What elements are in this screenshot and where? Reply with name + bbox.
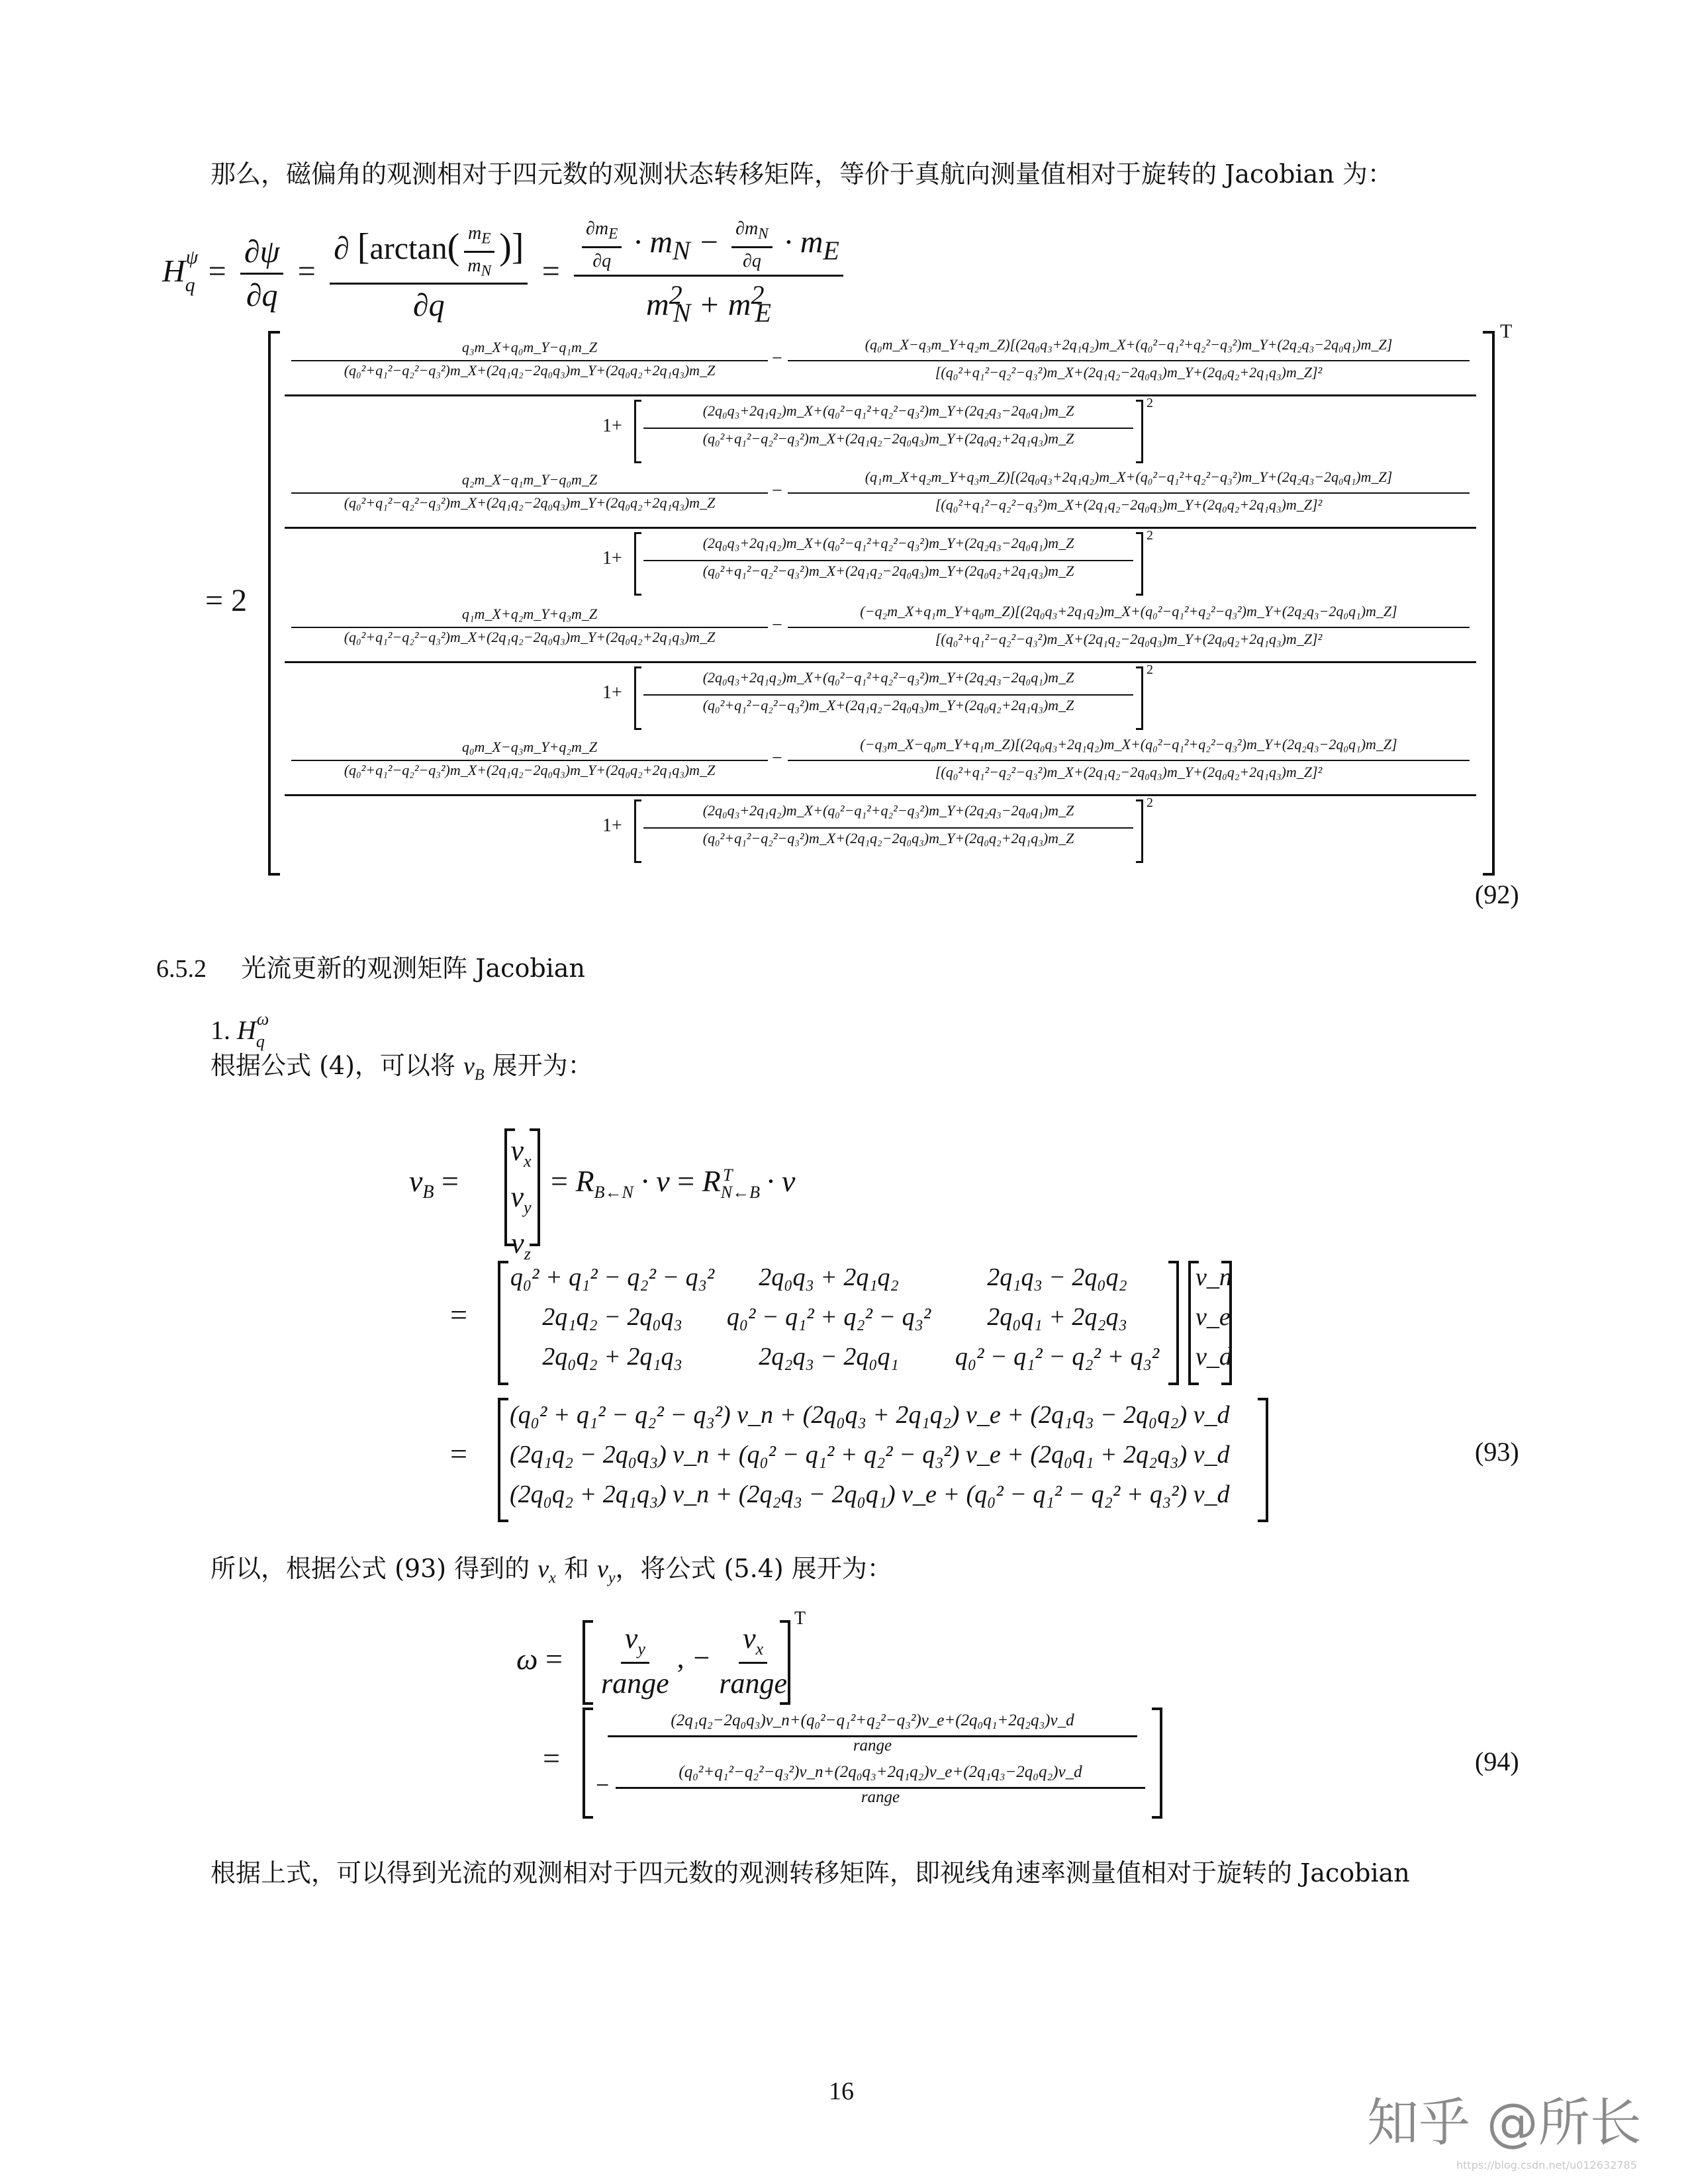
- eq92-row-den-den: (q₀²+q₁²−q₂²−q₃²)m_X+(2q₁q₂−2q₀q₃)m_Y+(2q₀q₂+2q₁q₃)m_Z: [702, 563, 1074, 579]
- zhihu-watermark: 知乎 @所长: [1367, 2093, 1642, 2153]
- eq92-row-den-b: [(q₀²+q₁²−q₂²−q₃²)m_X+(2q₁q₂−2q₀q₃)m_Y+(2q₀q₂+2q₁q₃)m_Z]²: [935, 764, 1323, 780]
- eq92-row-den-square: 2: [1147, 528, 1153, 543]
- eq92-row-den-den: (q₀²+q₁²−q₂²−q₃²)m_X+(2q₁q₂−2q₀q₃)m_Y+(2q₀q₂+2q₁q₃)m_Z: [702, 430, 1074, 447]
- eq92-row-fracline-a: [291, 492, 768, 494]
- eq92-row-den-square: 2: [1147, 662, 1153, 677]
- eq94-vector: $\frac{v_y}{\text{range}}$ , − $\frac{v_x}{\text{range}}$: [601, 1622, 788, 1700]
- eq92-row-fracline-b: [788, 627, 1470, 628]
- eq92-row-den-fracline: [643, 827, 1133, 829]
- eq92-row-den-rbr: [1136, 799, 1143, 863]
- eq92-lhs: Hqψ = $\frac{\partial\psi}{\partial q}$ = ∂ [arctan( $\frac{m_E}{m_N}$ )] ∂q = $\frac{\partial m_E}{\partial q}$ · $m_N$ − $\frac{\partial m_N}{\partial q}$ · $m_E$ $m^2_N + m^2_E$: [162, 218, 847, 328]
- eq93-rotation: = $R_{B\leftarrow N} \cdot v = R_{N\leftarrow B}^T \cdot v$: [551, 1164, 796, 1203]
- eq92-row-den-num: (2q₀q₃+2q₁q₂)m_X+(q₀²−q₁²+q₂²−q₃²)m_Y+(2q₂q₃−2q₀q₁)m_Z: [702, 402, 1074, 419]
- eq94-top-lbr: [583, 1620, 593, 1705]
- eq92-row-num-b: (q₁m_X+q₂m_Y+q₃m_Z)[(2q₀q₃+2q₁q₂)m_X+(q₀²−q₁²+q₂²−q₃²)m_Y+(2q₂q₃−2q₀q₁)m_Z]: [865, 469, 1393, 485]
- section-number: 6.5.2: [156, 955, 207, 983]
- item1-label: 1. Hqω: [211, 1009, 269, 1051]
- eq92-row-num-b: (−q₃m_X−q₀m_Y+q₁m_Z)[(2q₀q₃+2q₁q₂)m_X+(q₀²−q₁²+q₂²−q₃²)m_Y+(2q₂q₃−2q₀q₁)m_Z]: [860, 736, 1397, 752]
- eq92-right-bracket: [1483, 331, 1495, 876]
- eq92-row-num-b: (q₀m_X−q₃m_Y+q₂m_Z)[(2q₀q₃+2q₁q₂)m_X+(q₀²−q₁²+q₂²−q₃²)m_Y+(2q₂q₃−2q₀q₁)m_Z]: [865, 336, 1393, 353]
- eq92-prefix: = 2: [205, 583, 248, 618]
- eq94-transpose: T: [794, 1608, 806, 1629]
- eq94-row1-den: range: [853, 1737, 892, 1754]
- eq93-exp-rbr: [1258, 1398, 1268, 1522]
- eq92-row-main-fracline: [285, 794, 1476, 796]
- eq92-row-den-a: (q₀²+q₁²−q₂²−q₃²)m_X+(2q₁q₂−2q₀q₃)m_Y+(2q₀q₂+2q₁q₃)m_Z: [344, 762, 716, 778]
- eq93-matrix-cell: 2q₀q₁ + 2q₂q₃: [987, 1303, 1127, 1331]
- eq94-lbr: [583, 1707, 593, 1819]
- eq92-row-den-prefix: 1+: [602, 416, 622, 436]
- eq92-row-den-fracline: [643, 428, 1133, 429]
- intro-paragraph: 那么，磁偏角的观测相对于四元数的观测状态转移矩阵，等价于真航向测量值相对于旋转的 Jacobian 为：: [211, 159, 1393, 189]
- eq92-row-den-prefix: 1+: [602, 548, 622, 569]
- eq92-row-den-fracline: [643, 694, 1133, 696]
- eq92-row-fracline-b: [788, 492, 1470, 494]
- eq92-row-den-lbr: [634, 400, 641, 463]
- url-watermark: https://blog.csdn.net/u012632785: [1456, 2159, 1637, 2171]
- eq93-vector-cell: v_n: [1196, 1263, 1232, 1291]
- eq93-matrix-cell: q₀² + q₁² − q₂² − q₃²: [510, 1263, 715, 1291]
- eq93-eq2: =: [450, 1298, 467, 1332]
- eq93-vector-cell: v_e: [1196, 1303, 1231, 1331]
- eq92-row-den-num: (2q₀q₃+2q₁q₂)m_X+(q₀²−q₁²+q₂²−q₃²)m_Y+(2q₂q₃−2q₀q₁)m_Z: [702, 802, 1074, 819]
- eq93-eq3: =: [450, 1437, 467, 1471]
- eq92-row-fracline-a: [291, 627, 768, 628]
- eq92-row-minus: −: [772, 615, 782, 635]
- eq92-row-den-den: (q₀²+q₁²−q₂²−q₃²)m_X+(2q₁q₂−2q₀q₃)m_Y+(2q₀q₂+2q₁q₃)m_Z: [702, 697, 1074, 713]
- eq94-row2-den: range: [861, 1788, 900, 1806]
- eq92-row-num-a: q₀m_X−q₃m_Y+q₂m_Z: [461, 739, 598, 755]
- eq93-matrix-cell: q₀² − q₁² + q₂² − q₃²: [726, 1303, 931, 1331]
- eq93-number: (93): [1475, 1437, 1519, 1467]
- eq92-row-num-b: (−q₂m_X+q₁m_Y+q₀m_Z)[(2q₀q₃+2q₁q₂)m_X+(q₀²−q₁²+q₂²−q₃²)m_Y+(2q₂q₃−2q₀q₁)m_Z]: [860, 603, 1397, 619]
- last-paragraph: 根据上式，可以得到光流的观测相对于四元数的观测转移矩阵，即视线角速率测量值相对于旋转的 Jacobian: [211, 1858, 1410, 1888]
- eq93-exp-lbr: [498, 1398, 508, 1522]
- eq94-row2-minus: −: [596, 1772, 610, 1798]
- eq92-row-num-a: q₂m_X−q₁m_Y−q₀m_Z: [461, 471, 598, 488]
- eq92-row-den-num: (2q₀q₃+2q₁q₂)m_X+(q₀²−q₁²+q₂²−q₃²)m_Y+(2q₂q₃−2q₀q₁)m_Z: [702, 669, 1074, 686]
- eq92-row-fracline-b: [788, 760, 1470, 761]
- eq92-left-bracket: [268, 331, 280, 876]
- eq94-eq2: =: [543, 1741, 560, 1775]
- eq92-row-den-a: (q₀²+q₁²−q₂²−q₃²)m_X+(2q₁q₂−2q₀q₃)m_Y+(2q₀q₂+2q₁q₃)m_Z: [344, 362, 716, 379]
- eq92-row-fracline-b: [788, 360, 1470, 361]
- eq93-matrix-cell: 2q₂q₃ − 2q₀q₁: [759, 1343, 899, 1371]
- eq92-transpose: T: [1500, 320, 1513, 342]
- eq92-number: (92): [1475, 880, 1519, 909]
- eq92-row-den-square: 2: [1147, 396, 1153, 410]
- eq92-row-num-a: q₃m_X+q₀m_Y−q₁m_Z: [461, 339, 598, 355]
- eq92-row-den-b: [(q₀²+q₁²−q₂²−q₃²)m_X+(2q₁q₂−2q₀q₃)m_Y+(2q₀q₂+2q₁q₃)m_Z]²: [935, 364, 1323, 381]
- eq92-row-main-fracline: [285, 661, 1476, 663]
- eq92-row-fracline-a: [291, 360, 768, 361]
- eq92-row-den-lbr: [634, 799, 641, 863]
- eq92-row-den-square: 2: [1147, 796, 1153, 810]
- eq92-row-main-fracline: [285, 394, 1476, 396]
- eq92-row-den-prefix: 1+: [602, 815, 622, 836]
- eq93-vxyz: $v_x$ $v_y$ $v_z$: [510, 1134, 532, 1263]
- eq93-matrix-cell: q₀² − q₁² − q₂² + q₃²: [955, 1343, 1160, 1371]
- eq92-row-den-num: (2q₀q₃+2q₁q₂)m_X+(q₀²−q₁²+q₂²−q₃²)m_Y+(2q₂q₃−2q₀q₁)m_Z: [702, 535, 1074, 551]
- eq93-matrix-cell: 2q₁q₂ − 2q₀q₃: [542, 1303, 682, 1331]
- eq93-mat-lbr: [498, 1261, 508, 1385]
- eq93-matrix-cell: 2q₀q₂ + 2q₁q₃: [542, 1343, 682, 1371]
- page-number: 16: [829, 2077, 854, 2105]
- eq92-row-den-lbr: [634, 666, 641, 730]
- eq92-row-den-a: (q₀²+q₁²−q₂²−q₃²)m_X+(2q₁q₂−2q₀q₃)m_Y+(2q₀q₂+2q₁q₃)m_Z: [344, 629, 716, 645]
- section-heading: [156, 952, 585, 985]
- eq94-number: (94): [1475, 1747, 1519, 1776]
- eq94-row1-num: (2q₁q₂−2q₀q₃)v_n+(q₀²−q₁²+q₂²−q₃²)v_e+(2q₀q₁+2q₂q₃)v_d: [671, 1711, 1074, 1729]
- eq93-mat-rbr: [1168, 1261, 1179, 1385]
- eq93-expanded-row: (q₀² + q₁² − q₂² − q₃²) v_n + (2q₀q₃ + 2q₁q₂) v_e + (2q₁q₃ − 2q₀q₂) v_d: [510, 1401, 1230, 1429]
- eq92-row-den-rbr: [1136, 400, 1143, 463]
- eq92-row-den-rbr: [1136, 666, 1143, 730]
- eq93-expanded-row: (2q₁q₂ − 2q₀q₃) v_n + (q₀² − q₁² + q₂² − q₃²) v_e + (2q₀q₁ + 2q₂q₃) v_d: [510, 1441, 1230, 1469]
- eq93-vb: $v_B$ =: [409, 1164, 459, 1203]
- eq92-row-den-rbr: [1136, 532, 1143, 596]
- eq93-matrix-cell: 2q₁q₃ − 2q₀q₂: [987, 1263, 1127, 1291]
- eq92-row-den-fracline: [643, 560, 1133, 561]
- eq94-row2-num: (q₀²+q₁²−q₂²−q₃²)v_n+(2q₀q₃+2q₁q₂)v_e+(2q₁q₃−2q₀q₂)v_d: [679, 1763, 1082, 1781]
- eq92-row-den-prefix: 1+: [602, 682, 622, 703]
- eq94-rbr: [1152, 1707, 1162, 1819]
- eq92-row-num-a: q₁m_X+q₂m_Y+q₃m_Z: [461, 606, 598, 622]
- eq93-expanded-row: (2q₀q₂ + 2q₁q₃) v_n + (2q₂q₃ − 2q₀q₁) v_e + (q₀² − q₁² − q₂² + q₃²) v_d: [510, 1480, 1230, 1508]
- eq92-row-main-fracline: [285, 527, 1476, 529]
- eq94-omega: ω =: [516, 1642, 563, 1676]
- eq92-row-den-a: (q₀²+q₁²−q₂²−q₃²)m_X+(2q₁q₂−2q₀q₃)m_Y+(2q₀q₂+2q₁q₃)m_Z: [344, 494, 716, 511]
- expand-paragraph: 根据公式 (4)，可以将 $v_B$ 展开为：: [211, 1051, 593, 1084]
- eq92-row-den-b: [(q₀²+q₁²−q₂²−q₃²)m_X+(2q₁q₂−2q₀q₃)m_Y+(2q₀q₂+2q₁q₃)m_Z]²: [935, 496, 1323, 513]
- eq92-row-minus: −: [772, 480, 782, 501]
- eq92-row-den-b: [(q₀²+q₁²−q₂²−q₃²)m_X+(2q₁q₂−2q₀q₃)m_Y+(2q₀q₂+2q₁q₃)m_Z]²: [935, 631, 1323, 647]
- eq93-matrix-cell: 2q₀q₃ + 2q₁q₂: [759, 1263, 899, 1291]
- section-title: 光流更新的观测矩阵 Jacobian: [241, 954, 585, 983]
- eq92-row-den-lbr: [634, 532, 641, 596]
- eq92-row-den-den: (q₀²+q₁²−q₂²−q₃²)m_X+(2q₁q₂−2q₀q₃)m_Y+(2q₀q₂+2q₁q₃)m_Z: [702, 830, 1074, 846]
- eq93-vector-cell: v_d: [1196, 1343, 1232, 1371]
- eq92-row-minus: −: [772, 748, 782, 768]
- eq92-row-fracline-a: [291, 760, 768, 761]
- so-paragraph: 所以，根据公式 (93) 得到的 $v_x$ 和 $v_y$，将公式 (5.4) 展开为：: [211, 1554, 892, 1587]
- eq92-row-minus: −: [772, 348, 782, 369]
